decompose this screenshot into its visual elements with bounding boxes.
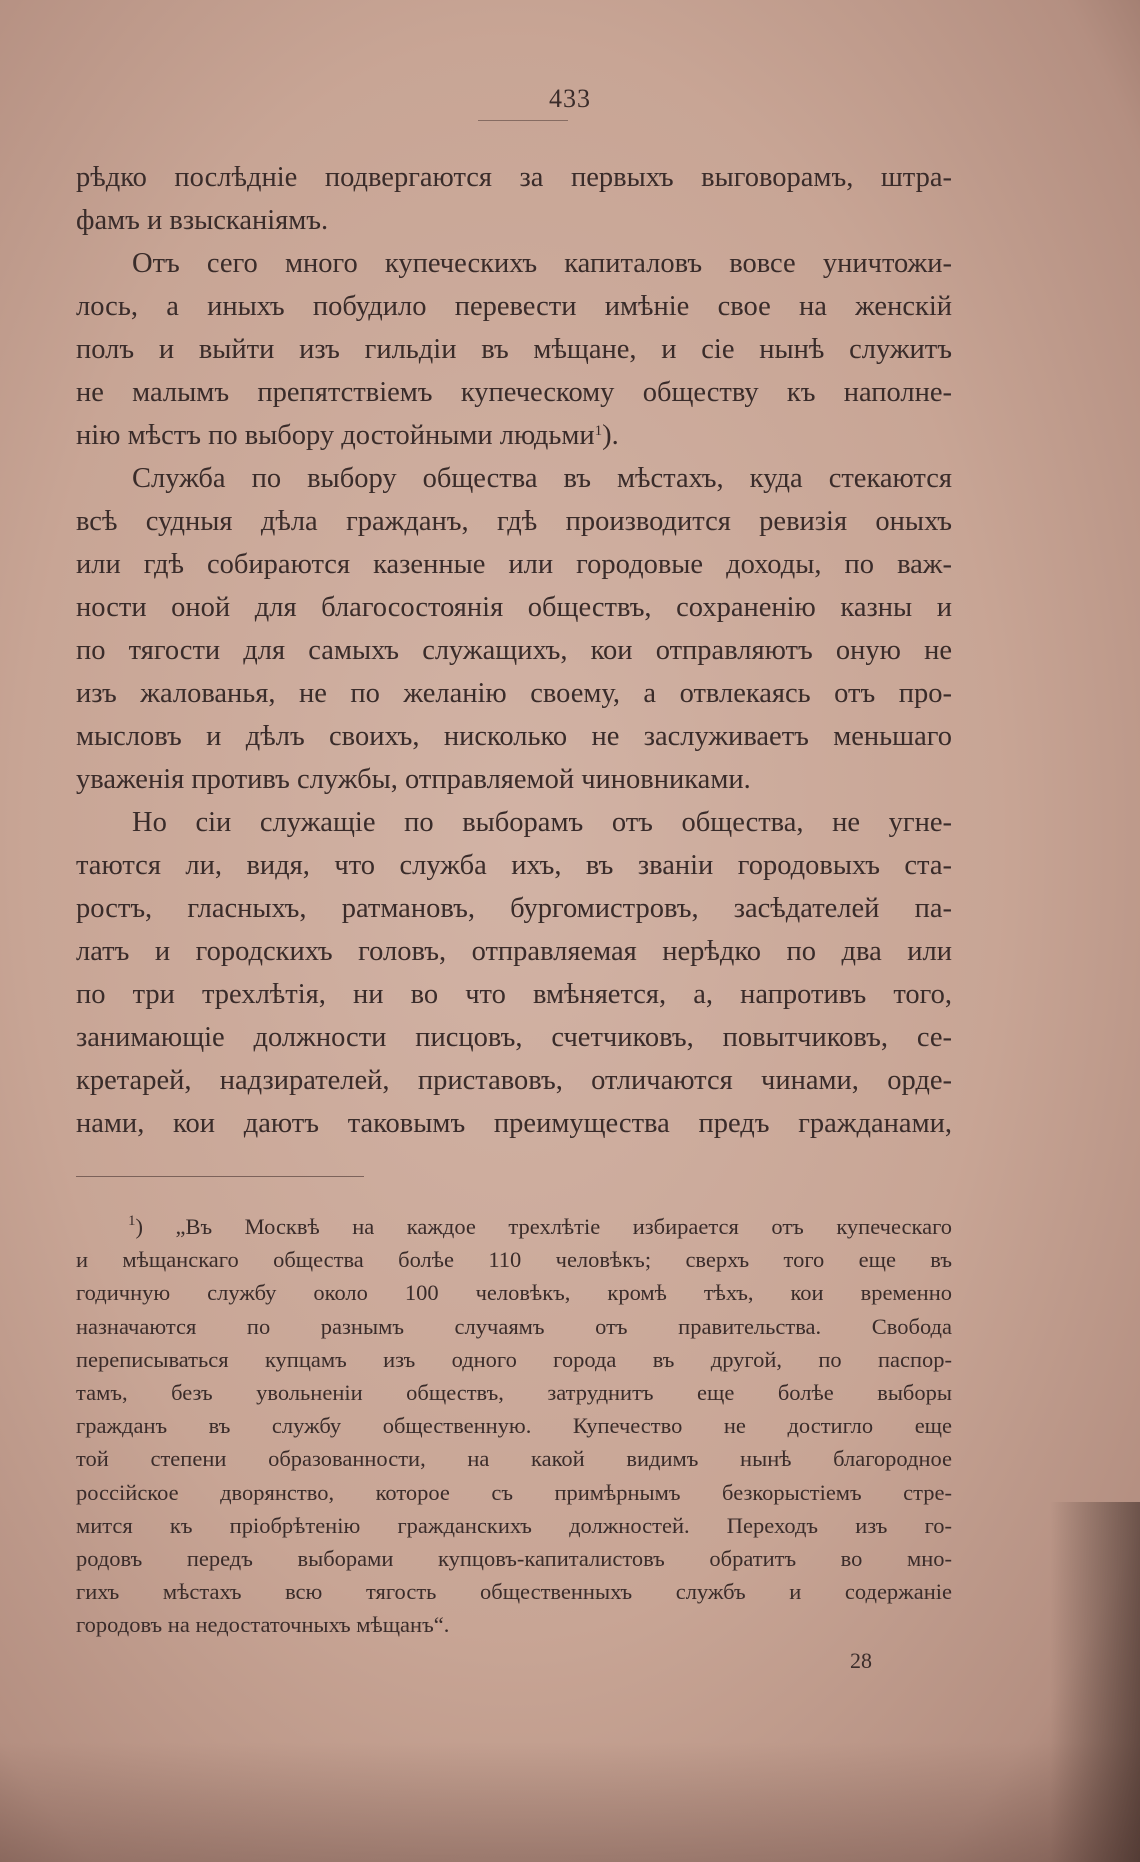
page-bottom-shadow bbox=[0, 1742, 1140, 1862]
line-text: гихъ мѣстахъ всю тягость общественныхъ службъ и содержаніе bbox=[76, 1579, 952, 1605]
footnote-line bbox=[76, 1409, 952, 1442]
line-text: россійское дворянство, которое съ примѣрнымъ безкорыстіемъ стре- bbox=[76, 1479, 952, 1505]
line-text: мысловъ и дѣлъ своихъ, нисколько не заслуживаетъ меньшаго bbox=[76, 721, 952, 752]
text-line bbox=[76, 586, 952, 629]
footnote-line bbox=[76, 1509, 952, 1542]
line-text: кретарей, надзирателей, приставовъ, отличаются чинами, орде- bbox=[76, 1065, 952, 1096]
footnote-line bbox=[76, 1476, 952, 1509]
line-text: ) „Въ Москвѣ на каждое трехлѣтіе избирается отъ купеческаго bbox=[135, 1214, 952, 1239]
footnote-line bbox=[76, 1310, 952, 1343]
line-text: годичную службу около 100 человѣкъ, кромѣ тѣхъ, кои временно bbox=[76, 1280, 952, 1306]
line-text: мится къ пріобрѣтенію гражданскихъ должностей. Переходъ изъ го- bbox=[76, 1512, 952, 1538]
text-line bbox=[76, 801, 952, 844]
footnote-reference: 1 bbox=[594, 423, 603, 439]
text-line bbox=[76, 543, 952, 586]
text-line bbox=[76, 758, 952, 801]
line-text: латъ и городскихъ головъ, отправляемая нерѣдко по два или bbox=[76, 936, 952, 967]
text-line bbox=[76, 1059, 952, 1102]
line-text: родовъ передъ выборами купцовъ-капиталистовъ обратитъ во мно- bbox=[76, 1545, 952, 1571]
line-text: тамъ, безъ увольненіи обществъ, затруднитъ еще болѣе выборы bbox=[76, 1379, 952, 1405]
text-line bbox=[76, 672, 952, 715]
text-line bbox=[76, 457, 952, 500]
line-text: по три трехлѣтія, ни во что вмѣняется, а, напротивъ того, bbox=[76, 979, 952, 1010]
footnote-line bbox=[76, 1343, 952, 1376]
line-text: и мѣщанскаго общества болѣе 110 человѣкъ; сверхъ того еще въ bbox=[76, 1247, 952, 1273]
text-line bbox=[76, 242, 952, 285]
line-text: нію мѣстъ по выбору достойными людьми bbox=[76, 420, 595, 451]
line-text: занимающіе должности писцовъ, счетчиковъ, повытчиковъ, се- bbox=[76, 1022, 952, 1053]
line-text: фамъ и взысканіямъ. bbox=[76, 205, 329, 236]
line-text: Отъ сего много купеческихъ капиталовъ вовсе уничтожи- bbox=[132, 248, 952, 279]
header-rule bbox=[478, 120, 568, 121]
text-line bbox=[76, 930, 952, 973]
footnote-line bbox=[76, 1608, 952, 1641]
line-text: полъ и выйти изъ гильдіи въ мѣщане, и сіе нынѣ служитъ bbox=[76, 334, 952, 365]
text-line bbox=[76, 1016, 952, 1059]
line-text: переписываться купцамъ изъ одного города въ другой, по паспор- bbox=[76, 1346, 952, 1372]
line-text: Но сіи служащіе по выборамъ отъ общества, не угне- bbox=[132, 807, 952, 838]
footnote-line bbox=[76, 1376, 952, 1409]
footnote-line bbox=[76, 1575, 952, 1608]
text-line bbox=[76, 414, 952, 457]
footnote bbox=[76, 1210, 952, 1641]
page-edge-shadow bbox=[1050, 1502, 1140, 1862]
line-text: ности оной для благосостоянія обществъ, сохраненію казны и bbox=[76, 592, 952, 623]
footnote-line bbox=[76, 1442, 952, 1475]
text-line bbox=[76, 156, 952, 199]
text-line bbox=[76, 887, 952, 930]
line-text: не малымъ препятствіемъ купеческому обществу къ наполне- bbox=[76, 377, 952, 408]
footnote-line bbox=[76, 1210, 952, 1243]
line-text: рѣдко послѣдніе подвергаются за первыхъ выговорамъ, штра- bbox=[76, 162, 952, 193]
line-text: таются ли, видя, что служба ихъ, въ званіи городовыхъ ста- bbox=[76, 850, 952, 881]
text-line bbox=[76, 629, 952, 672]
text-line bbox=[76, 973, 952, 1016]
text-line bbox=[76, 328, 952, 371]
line-text-tail: ). bbox=[602, 420, 619, 451]
line-text: той степени образованности, на какой видимъ нынѣ благородное bbox=[76, 1446, 952, 1472]
line-text: назначаются по разнымъ случаямъ отъ правительства. Свобода bbox=[76, 1313, 952, 1339]
footnote-divider bbox=[76, 1176, 364, 1177]
line-text: городовъ на недостаточныхъ мѣщанъ“. bbox=[76, 1612, 450, 1638]
main-text bbox=[76, 156, 952, 1145]
text-line bbox=[76, 500, 952, 543]
line-text: уваженія противъ службы, отправляемой чиновниками. bbox=[76, 764, 751, 795]
line-text: всѣ судныя дѣла гражданъ, гдѣ производится ревизія оныхъ bbox=[76, 506, 952, 537]
line-text: изъ жалованья, не по желанію своему, а отвлекаясь отъ про- bbox=[76, 678, 952, 709]
text-line bbox=[76, 285, 952, 328]
line-text: нами, кои даютъ таковымъ преимущества предъ гражданами, bbox=[76, 1108, 952, 1139]
line-text: по тягости для самыхъ служащихъ, кои отправляютъ оную не bbox=[76, 635, 952, 666]
line-text: гражданъ въ службу общественную. Купечество не достигло еще bbox=[76, 1413, 952, 1439]
printer-signature-mark: 28 bbox=[850, 1648, 872, 1673]
line-text: Служба по выбору общества въ мѣстахъ, куда стекаются bbox=[132, 463, 952, 494]
line-text: лось, а иныхъ побудило перевести имѣніе свое на женскій bbox=[76, 291, 952, 322]
text-line bbox=[76, 371, 952, 414]
line-text: или гдѣ собираются казенные или городовые доходы, по важ- bbox=[76, 549, 952, 580]
page-number: 433 bbox=[549, 84, 591, 113]
text-line bbox=[76, 199, 952, 242]
line-text: ростъ, гласныхъ, ратмановъ, бургомистровъ, засѣдателей па- bbox=[76, 893, 952, 924]
text-line bbox=[76, 844, 952, 887]
footnote-line bbox=[76, 1243, 952, 1276]
footnote-line bbox=[76, 1542, 952, 1575]
footnote-marker: 1 bbox=[128, 1213, 136, 1229]
text-line bbox=[76, 1102, 952, 1145]
text-line bbox=[76, 715, 952, 758]
footnote-line bbox=[76, 1276, 952, 1309]
